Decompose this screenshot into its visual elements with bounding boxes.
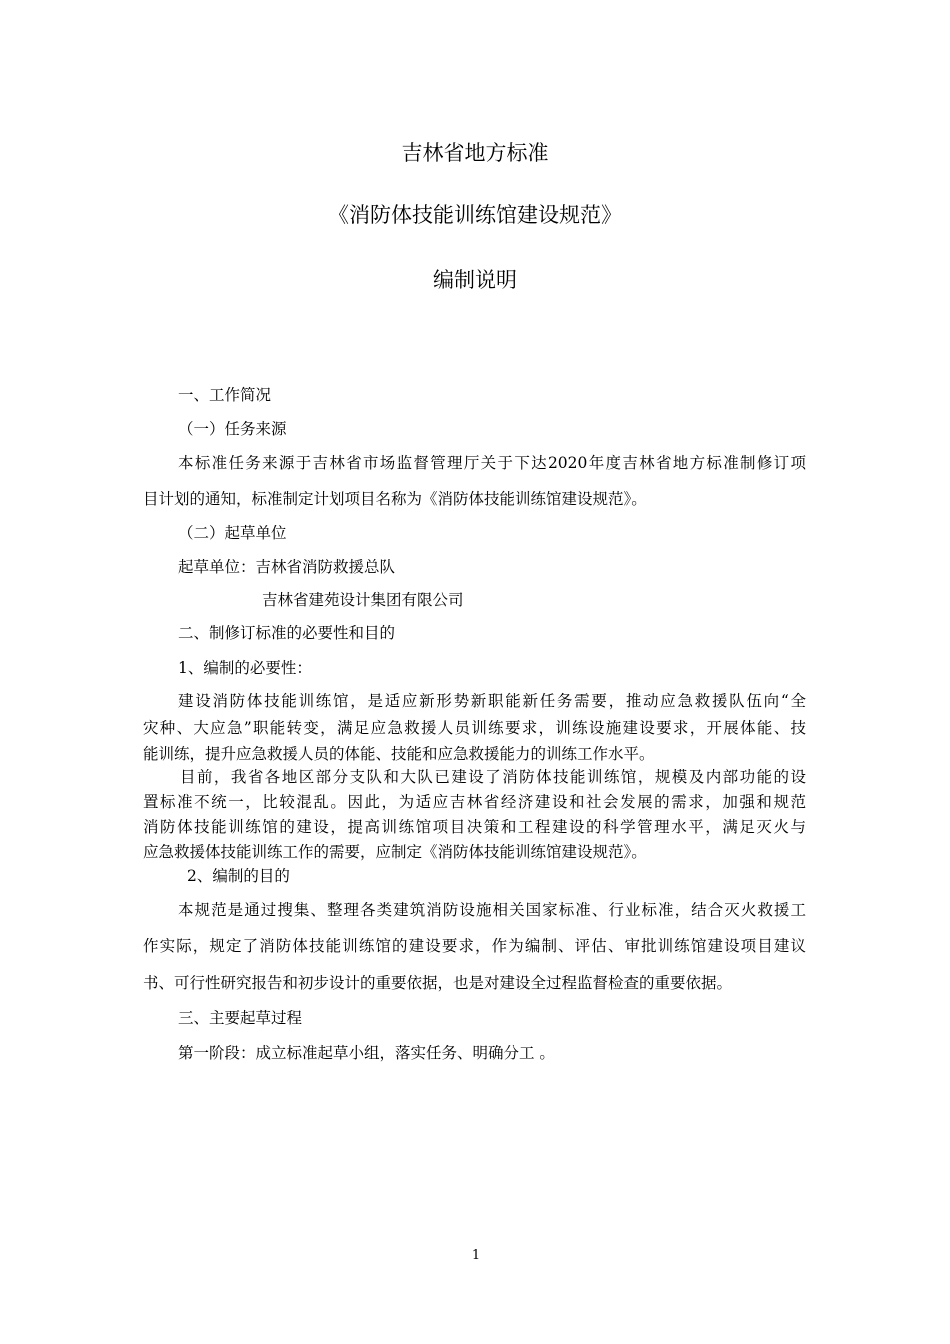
page-number: 1 xyxy=(471,1248,481,1263)
paragraph-line: 应急救援体技能训练工作的需要，应制定《消防体技能训练馆建设规范》。 xyxy=(143,843,647,861)
paragraph-line: 目前，我省各地区部分支队和大队已建设了消防体技能训练馆，规模及内部功能的设 xyxy=(180,768,806,786)
paragraph-line: 本规范是通过搜集、整理各类建筑消防设施相关国家标准、行业标准，结合灭火救援工 xyxy=(178,901,806,919)
paragraph-line: 能训练，提升应急救援人员的体能、技能和应急救援能力的训练工作水平。 xyxy=(143,745,655,763)
subsection-heading: 1、编制的必要性： xyxy=(178,659,312,677)
section-heading: 一、工作简况 xyxy=(178,386,272,404)
section-heading: 三、主要起草过程 xyxy=(178,1009,303,1027)
paragraph-line: 第一阶段：成立标准起草小组，落实任务、明确分工 。 xyxy=(178,1044,555,1062)
paragraph-line: 吉林省建苑设计集团有限公司 xyxy=(262,591,464,609)
paragraph-line: 灾种、大应急”职能转变，满足应急救援人员训练要求，训练设施建设要求，开展体能、技 xyxy=(143,719,806,737)
doc-title-line3: 编制说明 xyxy=(433,268,517,292)
paragraph-line: 建设消防体技能训练馆，是适应新形势新职能新任务需要，推动应急救援队伍向“全 xyxy=(178,692,806,710)
paragraph-line: 目计划的通知，标准制定计划项目名称为《消防体技能训练馆建设规范》。 xyxy=(143,490,647,508)
paragraph-line: 起草单位：吉林省消防救援总队 xyxy=(178,558,396,576)
subsection-heading: （二）起草单位 xyxy=(178,524,287,542)
paragraph-line: 作实际，规定了消防体技能训练馆的建设要求，作为编制、评估、审批训练馆建设项目建议 xyxy=(143,937,806,955)
paragraph-line: 本标准任务来源于吉林省市场监督管理厅关于下达2020年度吉林省地方标准制修订项 xyxy=(178,454,806,472)
doc-title-line2: 《消防体技能训练馆建设规范》 xyxy=(328,203,622,227)
paragraph-line: 书、可行性研究报告和初步设计的重要依据，也是对建设全过程监督检查的重要依据。 xyxy=(143,974,733,992)
subsection-heading: （一）任务来源 xyxy=(178,420,287,438)
paragraph-line: 置标准不统一，比较混乱。因此，为适应吉林省经济建设和社会发展的需求，加强和规范 xyxy=(143,793,806,811)
subsection-heading: 2、编制的目的 xyxy=(187,867,290,885)
paragraph-line: 消防体技能训练馆的建设，提高训练馆项目决策和工程建设的科学管理水平，满足灭火与 xyxy=(143,818,806,836)
section-heading: 二、制修订标准的必要性和目的 xyxy=(178,624,396,642)
doc-title-line1: 吉林省地方标准 xyxy=(401,141,549,165)
